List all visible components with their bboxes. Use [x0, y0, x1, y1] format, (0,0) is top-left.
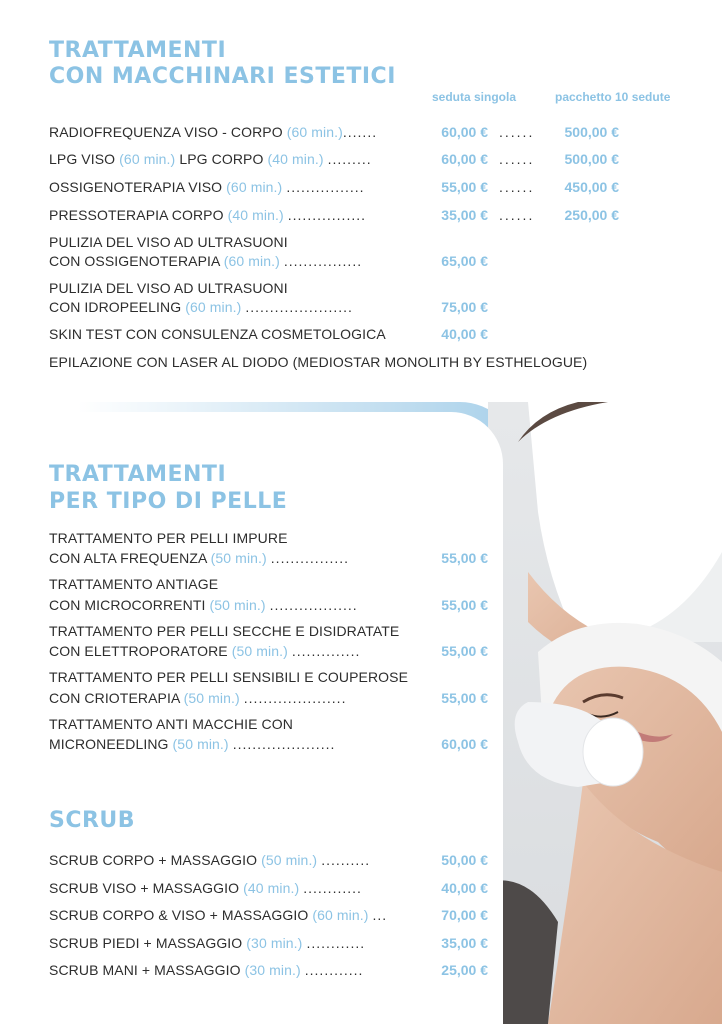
item-package-price: 250,00 € — [564, 207, 619, 223]
item-name-line1: TRATTAMENTO ANTIAGE — [49, 576, 219, 592]
photo-illustration — [488, 402, 722, 1024]
item-name: SCRUB CORPO & VISO + MASSAGGIO — [49, 907, 309, 923]
item-duration: (40 min.) — [243, 880, 300, 896]
item-price: 35,00 € — [441, 935, 488, 951]
item-price: 65,00 € — [441, 253, 488, 269]
leader-dots: .............. — [291, 643, 361, 659]
item-price: 35,00 € — [441, 207, 488, 223]
section1-title-line1: TRATTAMENTI — [49, 38, 227, 63]
item-price: 50,00 € — [441, 852, 488, 868]
item-duration: (30 min.) — [246, 935, 303, 951]
item-name-line1: TRATTAMENTO ANTI MACCHIE CON — [49, 716, 293, 732]
item-duration: (50 min.) — [209, 597, 266, 613]
leader-dots: ...... — [499, 151, 535, 167]
leader-dots: .......... — [321, 852, 371, 868]
item-package-price: 450,00 € — [564, 179, 619, 195]
item-name: SKIN TEST CON CONSULENZA COSMETOLOGICA — [49, 326, 386, 342]
section2-title-line2: PER TIPO DI PELLE — [49, 489, 288, 514]
item-price: 25,00 € — [441, 962, 488, 978]
leader-dots: .................. — [269, 597, 358, 613]
treatment-photo — [488, 402, 722, 1024]
item-price: 40,00 € — [441, 880, 488, 896]
leader-dots: ......... — [327, 151, 372, 167]
item-name: MICRONEEDLING — [49, 736, 169, 752]
item-name: CON OSSIGENOTERAPIA — [49, 253, 220, 269]
item-duration: (50 min.) — [231, 643, 288, 659]
item-name: SCRUB PIEDI + MASSAGGIO — [49, 935, 243, 951]
item-name: RADIOFREQUENZA VISO - CORPO — [49, 124, 283, 140]
leader-dots: ...................... — [245, 299, 353, 315]
item-price: 75,00 € — [441, 299, 488, 315]
item-duration: (30 min.) — [244, 962, 301, 978]
section2-title-line1: TRATTAMENTI — [49, 462, 227, 487]
item-price: 70,00 € — [441, 907, 488, 923]
leader-dots: ....... — [342, 124, 378, 140]
leader-dots: ................ — [283, 253, 363, 269]
item-name: LPG VISO — [49, 151, 116, 167]
leader-dots: ................ — [270, 550, 350, 566]
item-name: PRESSOTERAPIA CORPO — [49, 207, 224, 223]
item-price: 55,00 € — [441, 690, 488, 706]
item-duration: (60 min.) — [312, 907, 369, 923]
leader-dots: ..................... — [243, 690, 347, 706]
item-duration: (50 min.) — [261, 852, 318, 868]
item-price: 40,00 € — [441, 326, 488, 342]
leader-dots: ...... — [499, 179, 535, 195]
item-name: SCRUB VISO + MASSAGGIO — [49, 880, 240, 896]
leader-dots: ................ — [286, 179, 365, 195]
item-name-line1: TRATTAMENTO PER PELLI SECCHE E DISIDRATATE — [49, 623, 400, 639]
item-price: 60,00 € — [441, 151, 488, 167]
item-package-price: 500,00 € — [564, 151, 619, 167]
item-name: CON CRIOTERAPIA — [49, 690, 180, 706]
column-header-single-session: seduta singola — [432, 90, 517, 104]
item-duration: (40 min.) — [227, 207, 284, 223]
item-price: 55,00 € — [441, 643, 488, 659]
item-duration: (50 min.) — [210, 550, 267, 566]
item-duration: (60 min.) — [286, 124, 343, 140]
leader-dots: ...... — [499, 124, 535, 140]
leader-dots: ............ — [303, 880, 362, 896]
item-package-price: 500,00 € — [564, 124, 619, 140]
item-name: EPILAZIONE CON LASER AL DIODO (MEDIOSTAR MONOLITH BY ESTHELOGUE) — [49, 354, 588, 370]
item-name: SCRUB CORPO + MASSAGGIO — [49, 852, 258, 868]
item-name-line1: PULIZIA DEL VISO AD ULTRASUONI — [49, 280, 288, 296]
item-price: 55,00 € — [441, 550, 488, 566]
item-duration: (60 min.) — [185, 299, 242, 315]
item-duration: (50 min.) — [172, 736, 229, 752]
leader-dots: ..................... — [232, 736, 336, 752]
section1-title-line2: CON MACCHINARI ESTETICI — [49, 64, 396, 89]
item-name-line1: TRATTAMENTO PER PELLI SENSIBILI E COUPEROSE — [49, 669, 409, 685]
item-price: 55,00 € — [441, 179, 488, 195]
section3-title: SCRUB — [49, 808, 136, 833]
item-price: 55,00 € — [441, 597, 488, 613]
item-name: CON ALTA FREQUENZA — [49, 550, 207, 566]
item-price: 60,00 € — [441, 124, 488, 140]
item-name-line1: TRATTAMENTO PER PELLI IMPURE — [49, 530, 288, 546]
item-duration: (50 min.) — [183, 690, 240, 706]
item-price: 60,00 € — [441, 736, 488, 752]
leader-dots: ... — [372, 907, 388, 923]
leader-dots: ............ — [306, 935, 366, 951]
leader-dots: ............ — [304, 962, 364, 978]
item-duration: (60 min.) — [226, 179, 283, 195]
item-name: CON MICROCORRENTI — [49, 597, 206, 613]
item-name: CON ELETTROPORATORE — [49, 643, 228, 659]
leader-dots: ................ — [287, 207, 366, 223]
item-duration: (60 min.) — [223, 253, 280, 269]
item-duration: (60 min.) — [119, 151, 176, 167]
item-name-secondary: LPG CORPO — [179, 151, 264, 167]
item-duration-secondary: (40 min.) — [267, 151, 324, 167]
column-header-package: pacchetto 10 sedute — [555, 90, 671, 104]
item-name: SCRUB MANI + MASSAGGIO — [49, 962, 241, 978]
leader-dots: ...... — [499, 207, 535, 223]
item-name-line1: PULIZIA DEL VISO AD ULTRASUONI — [49, 234, 288, 250]
item-name: CON IDROPEELING — [49, 299, 182, 315]
item-name: OSSIGENOTERAPIA VISO — [49, 179, 223, 195]
